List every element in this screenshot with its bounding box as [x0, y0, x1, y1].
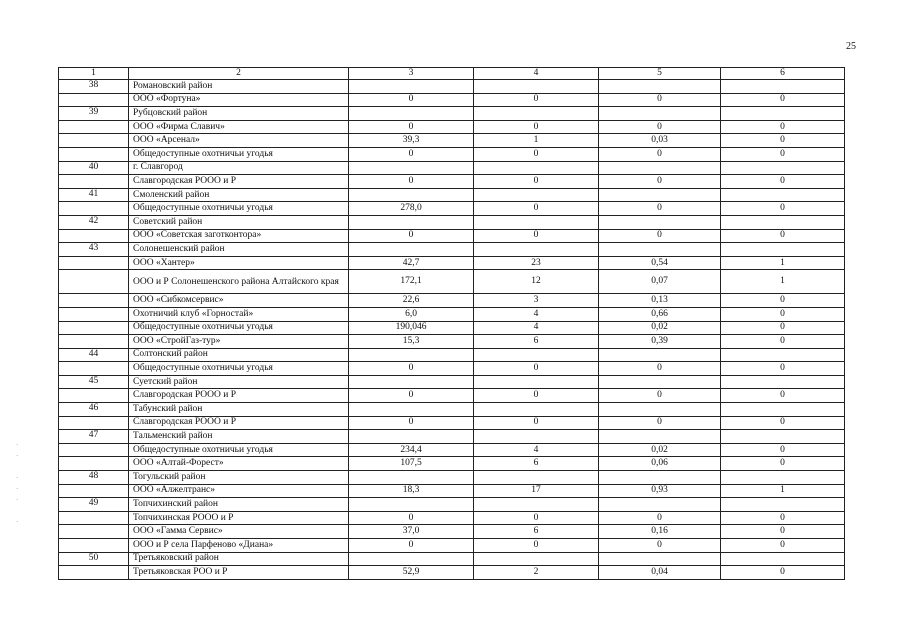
cell-col3 [349, 375, 474, 389]
cell-col4: 4 [474, 307, 599, 321]
row-name: Тогульский район [129, 471, 349, 485]
row-name: Славгородская РООО и Р [129, 416, 349, 430]
cell-col5: 0,39 [599, 335, 721, 349]
cell-col3: 0 [349, 120, 474, 134]
table-row [59, 93, 845, 107]
cell-col4 [474, 498, 599, 512]
row-number: 40 [59, 161, 129, 175]
table-row [59, 403, 845, 417]
cell-col4: 0 [474, 175, 599, 189]
cell-col4: 0 [474, 416, 599, 430]
cell-col4: 4 [474, 321, 599, 335]
cell-col5: 0,04 [599, 566, 721, 580]
cell-col5 [599, 375, 721, 389]
cell-col3 [349, 243, 474, 257]
row-name: Тальменский район [129, 430, 349, 444]
cell-col3: 0 [349, 389, 474, 403]
row-number: 50 [59, 552, 129, 566]
cell-col4: 0 [474, 202, 599, 216]
row-name: Общедоступные охотничьи угодья [129, 147, 349, 161]
row-name: Суетский район [129, 375, 349, 389]
cell-col5 [599, 107, 721, 121]
table-row [59, 134, 845, 148]
cell-col6: 1 [721, 270, 845, 294]
cell-col5 [599, 471, 721, 485]
cell-col3: 15,3 [349, 335, 474, 349]
cell-col5: 0,16 [599, 525, 721, 539]
cell-col3 [349, 215, 474, 229]
cell-col3 [349, 552, 474, 566]
cell-col6: 0 [721, 539, 845, 553]
cell-col5: 0,54 [599, 256, 721, 270]
row-number [59, 270, 129, 294]
cell-col5: 0,06 [599, 457, 721, 471]
cell-col5 [599, 348, 721, 362]
row-name: ООО «Алжелтранс» [129, 484, 349, 498]
cell-col5 [599, 430, 721, 444]
cell-col6: 0 [721, 93, 845, 107]
row-name: Общедоступные охотничьи угодья [129, 202, 349, 216]
row-number: 41 [59, 188, 129, 202]
cell-col4 [474, 430, 599, 444]
row-name: ООО «Алтай-Форест» [129, 457, 349, 471]
cell-col4: 23 [474, 256, 599, 270]
cell-col3: 0 [349, 362, 474, 376]
cell-col3 [349, 188, 474, 202]
cell-col5 [599, 188, 721, 202]
row-number [59, 443, 129, 457]
row-name: ООО «Фортуна» [129, 93, 349, 107]
row-name: ООО и Р села Парфеново «Диана» [129, 539, 349, 553]
table-row [59, 270, 845, 294]
row-number: 38 [59, 80, 129, 94]
cell-col3: 52,9 [349, 566, 474, 580]
cell-col6: 0 [721, 294, 845, 308]
row-number: 39 [59, 107, 129, 121]
table-row [59, 294, 845, 308]
table-row [59, 443, 845, 457]
row-number: 44 [59, 348, 129, 362]
cell-col5: 0 [599, 362, 721, 376]
row-name: Смоленский район [129, 188, 349, 202]
cell-col6: 1 [721, 256, 845, 270]
row-name: ООО «Арсенал» [129, 134, 349, 148]
row-number [59, 525, 129, 539]
cell-col4: 0 [474, 93, 599, 107]
cell-col4 [474, 243, 599, 257]
cell-col5: 0,02 [599, 321, 721, 335]
cell-col4: 6 [474, 525, 599, 539]
cell-col5: 0 [599, 93, 721, 107]
row-number [59, 566, 129, 580]
cell-col4 [474, 188, 599, 202]
cell-col4 [474, 107, 599, 121]
cell-col4 [474, 375, 599, 389]
column-header: 3 [349, 68, 474, 80]
cell-col4: 0 [474, 229, 599, 243]
row-name: г. Славгород [129, 161, 349, 175]
cell-col3: 278,0 [349, 202, 474, 216]
table-row [59, 389, 845, 403]
table-row [59, 256, 845, 270]
row-number [59, 294, 129, 308]
cell-col3 [349, 161, 474, 175]
cell-col3: 0 [349, 147, 474, 161]
cell-col4: 0 [474, 389, 599, 403]
row-number: 42 [59, 215, 129, 229]
row-name: Третьяковский район [129, 552, 349, 566]
cell-col6 [721, 161, 845, 175]
column-header: 2 [129, 68, 349, 80]
cell-col4: 0 [474, 362, 599, 376]
row-name: Топчихинский район [129, 498, 349, 512]
row-number [59, 539, 129, 553]
cell-col3 [349, 348, 474, 362]
cell-col6: 0 [721, 120, 845, 134]
cell-col4: 1 [474, 134, 599, 148]
page-number: 25 [846, 41, 856, 52]
data-table [58, 67, 845, 580]
row-name: ООО «Фирма Славич» [129, 120, 349, 134]
cell-col5 [599, 243, 721, 257]
cell-col3 [349, 498, 474, 512]
table-row [59, 307, 845, 321]
row-number [59, 256, 129, 270]
cell-col3: 39,3 [349, 134, 474, 148]
cell-col6: 0 [721, 362, 845, 376]
row-number [59, 321, 129, 335]
cell-col6: 0 [721, 566, 845, 580]
row-name: Общедоступные охотничьи угодья [129, 321, 349, 335]
cell-col6: 0 [721, 175, 845, 189]
cell-col4: 3 [474, 294, 599, 308]
cell-col4 [474, 215, 599, 229]
cell-col5: 0 [599, 175, 721, 189]
row-name: ООО «Гамма Сервис» [129, 525, 349, 539]
cell-col3: 0 [349, 511, 474, 525]
row-number [59, 93, 129, 107]
table-row [59, 484, 845, 498]
cell-col3: 0 [349, 175, 474, 189]
table-row [59, 348, 845, 362]
row-number [59, 335, 129, 349]
cell-col5: 0,66 [599, 307, 721, 321]
cell-col3: 234,4 [349, 443, 474, 457]
cell-col5 [599, 552, 721, 566]
row-number [59, 362, 129, 376]
cell-col6: 0 [721, 416, 845, 430]
column-header: 5 [599, 68, 721, 80]
row-name: Табунский район [129, 403, 349, 417]
cell-col5 [599, 498, 721, 512]
row-number [59, 175, 129, 189]
cell-col5 [599, 215, 721, 229]
cell-col3: 37,0 [349, 525, 474, 539]
cell-col4: 0 [474, 511, 599, 525]
header-row [59, 68, 845, 80]
table-row [59, 511, 845, 525]
cell-col6 [721, 375, 845, 389]
cell-col4 [474, 348, 599, 362]
table-row [59, 552, 845, 566]
cell-col6: 1 [721, 484, 845, 498]
row-number [59, 389, 129, 403]
table-row [59, 471, 845, 485]
cell-col5: 0 [599, 511, 721, 525]
row-number [59, 484, 129, 498]
row-number: 43 [59, 243, 129, 257]
cell-col4: 6 [474, 335, 599, 349]
cell-col6: 0 [721, 389, 845, 403]
table-row [59, 243, 845, 257]
cell-col4 [474, 80, 599, 94]
table-row [59, 161, 845, 175]
cell-col5: 0,07 [599, 270, 721, 294]
table-row [59, 375, 845, 389]
row-number [59, 511, 129, 525]
cell-col5 [599, 80, 721, 94]
row-number [59, 134, 129, 148]
cell-col6 [721, 403, 845, 417]
table-row [59, 229, 845, 243]
cell-col3: 172,1 [349, 270, 474, 294]
table-row [59, 120, 845, 134]
row-name: ООО «Хантер» [129, 256, 349, 270]
table-row [59, 321, 845, 335]
cell-col6: 0 [721, 511, 845, 525]
table-row [59, 188, 845, 202]
cell-col5: 0,13 [599, 294, 721, 308]
cell-col3: 0 [349, 416, 474, 430]
cell-col6: 0 [721, 335, 845, 349]
row-name: Рубцовский район [129, 107, 349, 121]
row-name: Общедоступные охотничьи угодья [129, 443, 349, 457]
table-row [59, 430, 845, 444]
cell-col3 [349, 403, 474, 417]
cell-col3: 42,7 [349, 256, 474, 270]
cell-col4: 6 [474, 457, 599, 471]
cell-col4 [474, 471, 599, 485]
cell-col6: 0 [721, 457, 845, 471]
cell-col6: 0 [721, 307, 845, 321]
cell-col5: 0 [599, 416, 721, 430]
cell-col4: 12 [474, 270, 599, 294]
row-number [59, 202, 129, 216]
table-row [59, 175, 845, 189]
row-number: 46 [59, 403, 129, 417]
row-number [59, 416, 129, 430]
row-number [59, 120, 129, 134]
cell-col4 [474, 403, 599, 417]
cell-col3 [349, 471, 474, 485]
table-row [59, 457, 845, 471]
row-name: Славгородская РООО и Р [129, 389, 349, 403]
table-row [59, 362, 845, 376]
cell-col3: 0 [349, 229, 474, 243]
row-number [59, 457, 129, 471]
cell-col6: 0 [721, 229, 845, 243]
cell-col6 [721, 243, 845, 257]
cell-col3: 6,0 [349, 307, 474, 321]
cell-col5: 0 [599, 147, 721, 161]
table-row [59, 525, 845, 539]
cell-col6 [721, 498, 845, 512]
row-name: Общедоступные охотничьи угодья [129, 362, 349, 376]
cell-col6: 0 [721, 147, 845, 161]
row-number [59, 307, 129, 321]
cell-col5: 0,02 [599, 443, 721, 457]
table-row [59, 147, 845, 161]
cell-col6 [721, 430, 845, 444]
row-name: Солонешенский район [129, 243, 349, 257]
cell-col5: 0,03 [599, 134, 721, 148]
cell-col6: 0 [721, 321, 845, 335]
table-body [59, 68, 845, 580]
table-row [59, 566, 845, 580]
table-row [59, 498, 845, 512]
cell-col3: 0 [349, 93, 474, 107]
cell-col6: 0 [721, 134, 845, 148]
cell-col6 [721, 215, 845, 229]
row-name: Топчихинская РООО и Р [129, 511, 349, 525]
cell-col3: 190,046 [349, 321, 474, 335]
cell-col5: 0 [599, 539, 721, 553]
table-row [59, 202, 845, 216]
cell-col4: 0 [474, 120, 599, 134]
table-row [59, 335, 845, 349]
cell-col5: 0 [599, 389, 721, 403]
cell-col3 [349, 80, 474, 94]
table-row [59, 107, 845, 121]
cell-col4: 17 [474, 484, 599, 498]
row-name: ООО «СтройГаз-тур» [129, 335, 349, 349]
cell-col4: 2 [474, 566, 599, 580]
row-name: Охотничий клуб «Горностай» [129, 307, 349, 321]
row-name: Романовский район [129, 80, 349, 94]
cell-col5 [599, 403, 721, 417]
cell-col4: 0 [474, 147, 599, 161]
cell-col3: 0 [349, 539, 474, 553]
cell-col3 [349, 107, 474, 121]
cell-col3 [349, 430, 474, 444]
row-number: 48 [59, 471, 129, 485]
row-name: ООО «Советская заготконтора» [129, 229, 349, 243]
row-number [59, 147, 129, 161]
cell-col5: 0 [599, 120, 721, 134]
column-header: 6 [721, 68, 845, 80]
row-name: Советский район [129, 215, 349, 229]
column-header: 1 [59, 68, 129, 80]
margin-marks: · · · · · · [16, 441, 19, 526]
table-row [59, 539, 845, 553]
cell-col5: 0 [599, 229, 721, 243]
cell-col6 [721, 188, 845, 202]
cell-col4 [474, 161, 599, 175]
cell-col6: 0 [721, 202, 845, 216]
cell-col5: 0,93 [599, 484, 721, 498]
row-number: 45 [59, 375, 129, 389]
row-name: ООО «Сибкомсервис» [129, 294, 349, 308]
cell-col5 [599, 161, 721, 175]
cell-col6 [721, 552, 845, 566]
cell-col6 [721, 471, 845, 485]
table-row [59, 416, 845, 430]
cell-col6: 0 [721, 443, 845, 457]
row-name: Солтонский район [129, 348, 349, 362]
row-name: Третьяковская РОО и Р [129, 566, 349, 580]
cell-col6 [721, 348, 845, 362]
row-number: 47 [59, 430, 129, 444]
cell-col6: 0 [721, 525, 845, 539]
cell-col4: 0 [474, 539, 599, 553]
cell-col6 [721, 107, 845, 121]
row-name: ООО и Р Солонешенского района Алтайского края [129, 270, 349, 294]
cell-col3: 22,6 [349, 294, 474, 308]
cell-col4: 4 [474, 443, 599, 457]
cell-col3: 107,5 [349, 457, 474, 471]
row-number: 49 [59, 498, 129, 512]
table-row [59, 215, 845, 229]
row-number [59, 229, 129, 243]
cell-col6 [721, 80, 845, 94]
column-header: 4 [474, 68, 599, 80]
table-row [59, 80, 845, 94]
cell-col4 [474, 552, 599, 566]
row-name: Славгородская РООО и Р [129, 175, 349, 189]
cell-col5: 0 [599, 202, 721, 216]
cell-col3: 18,3 [349, 484, 474, 498]
